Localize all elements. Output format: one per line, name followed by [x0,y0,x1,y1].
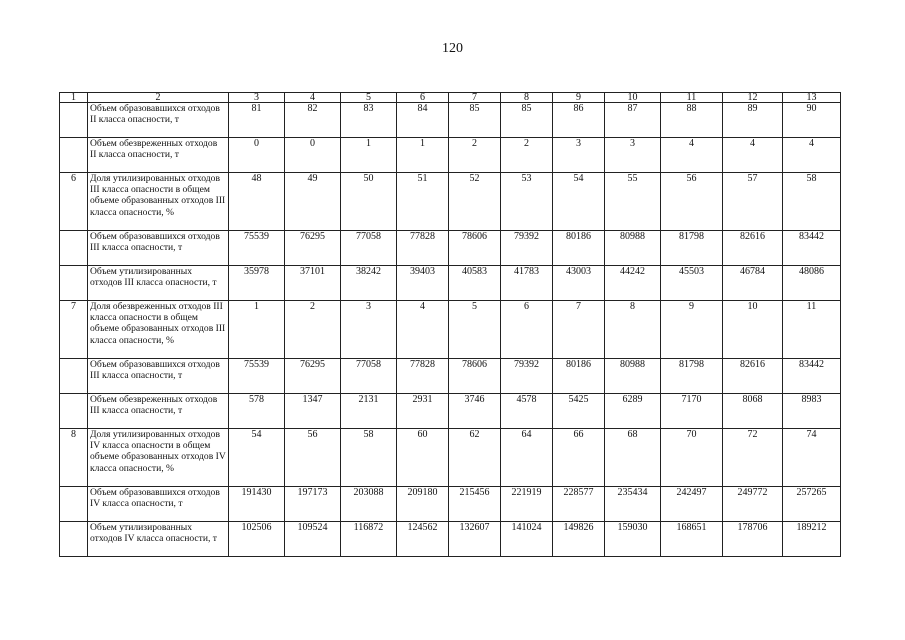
value-cell: 11 [783,301,841,359]
row-index [60,266,88,301]
row-index [60,394,88,429]
value-cell: 81 [229,103,285,138]
value-cell: 1 [341,138,397,173]
value-cell: 8068 [723,394,783,429]
row-index: 7 [60,301,88,359]
value-cell: 4 [783,138,841,173]
value-cell: 54 [229,429,285,487]
value-cell: 75539 [229,359,285,394]
header-cell: 4 [285,93,341,103]
page-number: 120 [442,41,463,56]
table-row [60,231,841,266]
value-cell: 235434 [605,487,661,522]
value-cell: 189212 [783,522,841,557]
table-row [60,429,841,487]
value-cell: 2 [501,138,553,173]
value-cell: 35978 [229,266,285,301]
value-cell: 2131 [341,394,397,429]
table-row [60,103,841,138]
row-index [60,103,88,138]
header-cell: 1 [60,93,88,103]
value-cell: 0 [229,138,285,173]
value-cell: 203088 [341,487,397,522]
value-cell: 64 [501,429,553,487]
value-cell: 4578 [501,394,553,429]
value-cell: 215456 [449,487,501,522]
value-cell: 109524 [285,522,341,557]
value-cell: 242497 [661,487,723,522]
value-cell: 0 [285,138,341,173]
value-cell: 40583 [449,266,501,301]
value-cell: 85 [501,103,553,138]
header-cell: 2 [88,93,229,103]
value-cell: 197173 [285,487,341,522]
value-cell: 38242 [341,266,397,301]
value-cell: 57 [723,173,783,231]
value-cell: 82 [285,103,341,138]
value-cell: 116872 [341,522,397,557]
value-cell: 56 [661,173,723,231]
value-cell: 56 [285,429,341,487]
row-index [60,231,88,266]
value-cell: 39403 [397,266,449,301]
value-cell: 82616 [723,359,783,394]
value-cell: 209180 [397,487,449,522]
value-cell: 44242 [605,266,661,301]
header-cell: 7 [449,93,501,103]
row-description: Объем образовавшихся отходов III класса опасности, т [88,359,229,394]
value-cell: 1347 [285,394,341,429]
value-cell: 48 [229,173,285,231]
row-description: Объем образовавшихся отходов IV класса опасности, т [88,487,229,522]
value-cell: 80988 [605,359,661,394]
value-cell: 4 [723,138,783,173]
table-row [60,487,841,522]
value-cell: 76295 [285,231,341,266]
value-cell: 68 [605,429,661,487]
value-cell: 58 [341,429,397,487]
value-cell: 55 [605,173,661,231]
value-cell: 77828 [397,231,449,266]
value-cell: 43003 [553,266,605,301]
value-cell: 54 [553,173,605,231]
value-cell: 46784 [723,266,783,301]
value-cell: 41783 [501,266,553,301]
header-cell: 6 [397,93,449,103]
value-cell: 60 [397,429,449,487]
value-cell: 80186 [553,359,605,394]
value-cell: 66 [553,429,605,487]
table-row [60,522,841,557]
value-cell: 50 [341,173,397,231]
value-cell: 84 [397,103,449,138]
value-cell: 78606 [449,231,501,266]
header-cell: 12 [723,93,783,103]
header-row [60,93,841,103]
value-cell: 58 [783,173,841,231]
value-cell: 51 [397,173,449,231]
table-row [60,301,841,359]
value-cell: 178706 [723,522,783,557]
value-cell: 83442 [783,231,841,266]
value-cell: 77828 [397,359,449,394]
value-cell: 257265 [783,487,841,522]
value-cell: 82616 [723,231,783,266]
row-index [60,359,88,394]
value-cell: 8 [605,301,661,359]
row-description: Объем образовавшихся отходов III класса опасности, т [88,231,229,266]
value-cell: 83 [341,103,397,138]
value-cell: 249772 [723,487,783,522]
table-row [60,359,841,394]
value-cell: 83442 [783,359,841,394]
value-cell: 70 [661,429,723,487]
value-cell: 159030 [605,522,661,557]
row-description: Объем обезвреженных отходов III класса опасности, т [88,394,229,429]
value-cell: 7170 [661,394,723,429]
row-description: Доля обезвреженных отходов III класса опасности в общем объеме образованных отходов III класса опасности, % [88,301,229,359]
value-cell: 79392 [501,231,553,266]
value-cell: 77058 [341,231,397,266]
value-cell: 45503 [661,266,723,301]
value-cell: 75539 [229,231,285,266]
row-description: Доля утилизированных отходов III класса опасности в общем объеме образованных отходов III класса опасности, % [88,173,229,231]
row-index [60,522,88,557]
value-cell: 5 [449,301,501,359]
value-cell: 53 [501,173,553,231]
value-cell: 8983 [783,394,841,429]
header-cell: 5 [341,93,397,103]
value-cell: 90 [783,103,841,138]
value-cell: 191430 [229,487,285,522]
value-cell: 37101 [285,266,341,301]
value-cell: 221919 [501,487,553,522]
value-cell: 86 [553,103,605,138]
value-cell: 6289 [605,394,661,429]
row-description: Объем образовавшихся отходов II класса опасности, т [88,103,229,138]
data-table [59,92,841,557]
value-cell: 88 [661,103,723,138]
value-cell: 168651 [661,522,723,557]
value-cell: 4 [397,301,449,359]
value-cell: 578 [229,394,285,429]
value-cell: 4 [661,138,723,173]
row-description: Объем обезвреженных отходов II класса опасности, т [88,138,229,173]
value-cell: 1 [229,301,285,359]
value-cell: 3746 [449,394,501,429]
value-cell: 102506 [229,522,285,557]
value-cell: 81798 [661,231,723,266]
row-index: 6 [60,173,88,231]
value-cell: 74 [783,429,841,487]
value-cell: 7 [553,301,605,359]
row-description: Объем утилизированных отходов IV класса опасности, т [88,522,229,557]
value-cell: 1 [397,138,449,173]
row-index [60,487,88,522]
value-cell: 2 [285,301,341,359]
value-cell: 3 [341,301,397,359]
table-row [60,173,841,231]
value-cell: 5425 [553,394,605,429]
value-cell: 89 [723,103,783,138]
value-cell: 3 [605,138,661,173]
value-cell: 72 [723,429,783,487]
value-cell: 78606 [449,359,501,394]
value-cell: 3 [553,138,605,173]
row-description: Объем утилизированных отходов III класса опасности, т [88,266,229,301]
value-cell: 87 [605,103,661,138]
value-cell: 85 [449,103,501,138]
value-cell: 79392 [501,359,553,394]
header-cell: 8 [501,93,553,103]
value-cell: 52 [449,173,501,231]
value-cell: 141024 [501,522,553,557]
value-cell: 80186 [553,231,605,266]
value-cell: 62 [449,429,501,487]
table-row [60,266,841,301]
value-cell: 10 [723,301,783,359]
value-cell: 6 [501,301,553,359]
table-row [60,394,841,429]
header-cell: 10 [605,93,661,103]
table-row [60,138,841,173]
row-index: 8 [60,429,88,487]
value-cell: 77058 [341,359,397,394]
value-cell: 2931 [397,394,449,429]
value-cell: 49 [285,173,341,231]
value-cell: 149826 [553,522,605,557]
value-cell: 76295 [285,359,341,394]
value-cell: 80988 [605,231,661,266]
header-cell: 11 [661,93,723,103]
value-cell: 124562 [397,522,449,557]
row-index [60,138,88,173]
value-cell: 228577 [553,487,605,522]
header-cell: 9 [553,93,605,103]
value-cell: 48086 [783,266,841,301]
row-description: Доля утилизированных отходов IV класса опасности в общем объеме образованных отходов IV класса опасности, % [88,429,229,487]
header-cell: 13 [783,93,841,103]
header-cell: 3 [229,93,285,103]
value-cell: 81798 [661,359,723,394]
value-cell: 132607 [449,522,501,557]
value-cell: 2 [449,138,501,173]
value-cell: 9 [661,301,723,359]
